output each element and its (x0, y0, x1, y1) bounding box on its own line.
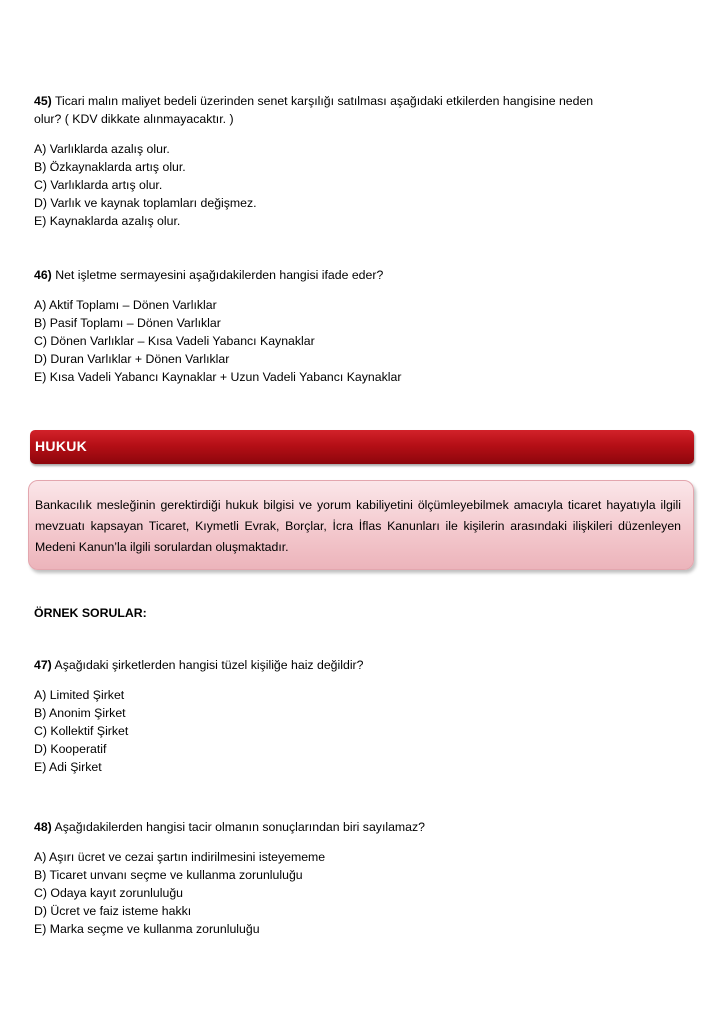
question-46-number: 46) (34, 268, 52, 282)
option-b: B) Ticaret unvanı seçme ve kullanma zorunluluğu (34, 868, 303, 882)
option-a: A) Aktif Toplamı – Dönen Varlıklar (34, 298, 217, 312)
question-47-options (34, 686, 694, 776)
question-46 (34, 266, 694, 386)
question-46-options (34, 296, 694, 386)
section-description: Bankacılık mesleğinin gerektirdiği hukuk bilgisi ve yorum kabiliyetini ölçümleyebilmek amacıyla ticaret hayatıyla ilgili mevzuatı kapsayan Ticaret, Kıymetli Evrak, Borçlar, İcra İflas Kanunları ile kişilerin arasındaki ilişkileri düzenleyen Medeni Kanun’la ilgili sorulardan oluşmaktadır. (35, 498, 681, 554)
question-48-text: Aşağıdakilerden hangisi tacir olmanın sonuçlarından biri sayılamaz? (54, 820, 426, 834)
question-48-line (34, 818, 694, 836)
option-b: B) Anonim Şirket (34, 706, 126, 720)
section-title: HUKUK (35, 438, 88, 454)
option-d: D) Duran Varlıklar + Dönen Varlıklar (34, 352, 230, 366)
question-46-text: Net işletme sermayesini aşağıdakilerden hangisi ifade eder? (55, 268, 384, 282)
option-c: C) Varlıklarda artış olur. (34, 178, 163, 192)
question-45-options (34, 140, 694, 230)
option-b: B) Özkaynaklarda artış olur. (34, 160, 186, 174)
option-d: D) Kooperatif (34, 742, 107, 756)
question-48-number: 48) (34, 820, 52, 834)
option-a: A) Varlıklarda azalış olur. (34, 142, 170, 156)
option-a: A) Limited Şirket (34, 688, 125, 702)
question-47-number: 47) (34, 658, 52, 672)
question-47 (34, 656, 694, 776)
examples-heading: ÖRNEK SORULAR: (34, 606, 147, 620)
question-45-number: 45) (34, 94, 52, 108)
option-c: C) Dönen Varlıklar – Kısa Vadeli Yabancı Kaynaklar (34, 334, 315, 348)
question-47-text: Aşağıdaki şirketlerden hangisi tüzel kişiliğe haiz değildir? (54, 658, 364, 672)
question-48-options (34, 848, 694, 938)
section-header-hukuk (30, 430, 694, 464)
option-c: C) Odaya kayıt zorunluluğu (34, 886, 184, 900)
question-45-line2: olur? ( KDV dikkate alınmayacaktır. ) (34, 112, 234, 126)
question-45 (34, 92, 694, 230)
option-a: A) Aşırı ücret ve cezai şartın indirilmesini isteyememe (34, 850, 326, 864)
option-e: E) Kısa Vadeli Yabancı Kaynaklar + Uzun Vadeli Yabancı Kaynaklar (34, 370, 402, 384)
section-description-box (28, 480, 694, 570)
question-46-line (34, 266, 694, 284)
option-d: D) Ücret ve faiz isteme hakkı (34, 904, 192, 918)
option-c: C) Kollektif Şirket (34, 724, 129, 738)
question-45-line1 (34, 92, 694, 110)
question-47-line (34, 656, 694, 674)
option-d: D) Varlık ve kaynak toplamları değişmez. (34, 196, 257, 210)
option-b: B) Pasif Toplamı – Dönen Varlıklar (34, 316, 221, 330)
option-e: E) Adi Şirket (34, 760, 102, 774)
question-48 (34, 818, 694, 938)
option-e: E) Marka seçme ve kullanma zorunluluğu (34, 922, 260, 936)
option-e: E) Kaynaklarda azalış olur. (34, 214, 181, 228)
question-45-text: Ticari malın maliyet bedeli üzerinden senet karşılığı satılması aşağıdaki etkilerden hangisine neden (54, 94, 594, 108)
